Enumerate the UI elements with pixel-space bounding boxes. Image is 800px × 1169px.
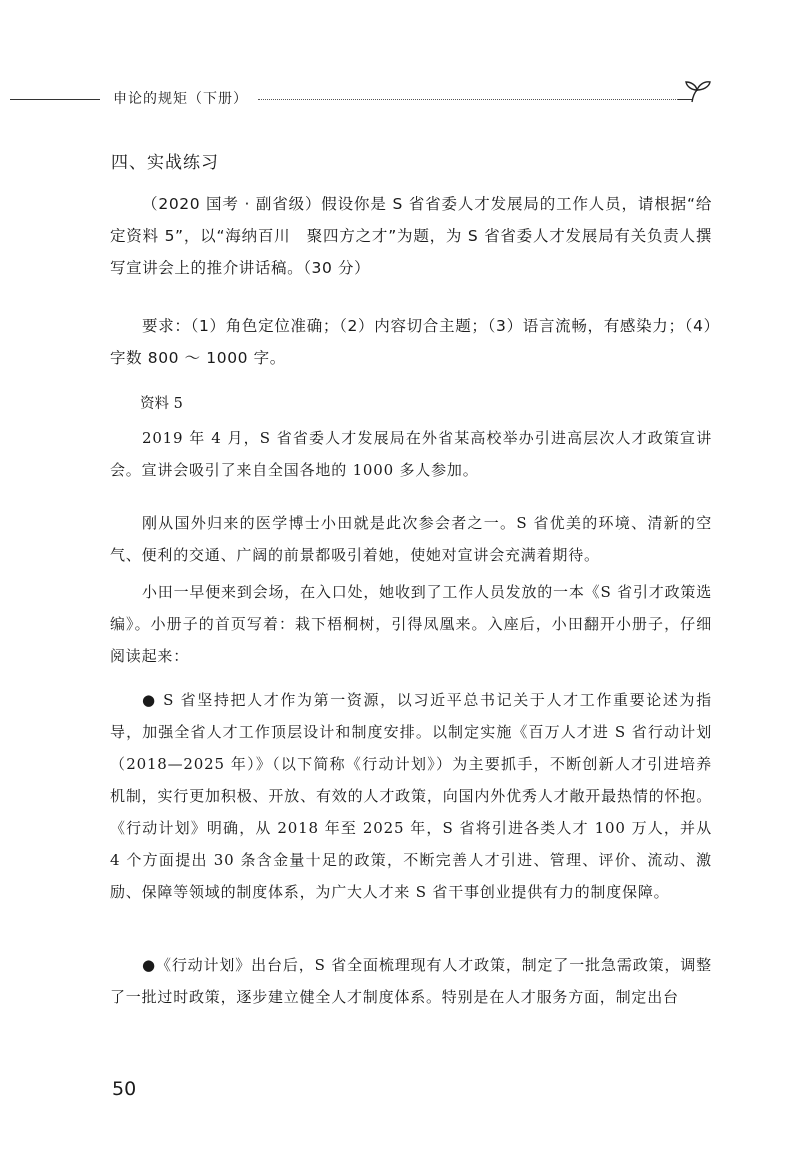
material-paragraph: 小田一早便来到会场，在入口处，她收到了工作人员发放的一本《S 省引才政策选编》。小册子的首页写着：栽下梧桐树，引得凤凰来。入座后，小田翻开小册子，仔细阅读起来： [110,583,712,665]
answer-requirements: 要求：（1）角色定位准确；（2）内容切合主题；（3）语言流畅，有感染力；（4）字数 800 ～ 1000 字。 [110,317,712,367]
page-number: 50 [112,1078,137,1100]
material-label: 资料 5 [140,396,183,412]
header-rule-dotted [258,99,678,100]
exam-question: （2020 国考 · 副省级）假设你是 S 省省委人才发展局的工作人员，请根据“给定资料 5”，以“海纳百川 聚四方之才”为题，为 S 省省委人才发展局有关负责人撰写宣讲会上的推介讲话稿。（30 分） [110,195,712,277]
header-rule-left [10,99,100,100]
material-paragraph: 刚从国外归来的医学博士小田就是此次参会者之一。S 省优美的环境、清新的空气、便利的交通、广阔的前景都吸引着她，使她对宣讲会充满着期待。 [110,514,712,564]
policy-bullet-paragraph: ● S 省坚持把人才作为第一资源，以习近平总书记关于人才工作重要论述为指导，加强全省人才工作顶层设计和制度安排。以制定实施《百万人才进 S 省行动计划（2018—2025 年）》（以下简称《行动计划》）为主要抓手，不断创新人才引进培养机制，实行更加积极、开放、有效的人才政策，向国内外优秀人才敞开最热情的怀抱。《行动计划》明确，从 2018 年至 2025 年，S 省将引进各类人才 100 万人，并从 4 个方面提出 30 条含金量十足的政策，不断完善人才引进、管理、评价、流动、激励、保障等领域的制度体系，为广大人才来 S 省干事创业提供有力的制度保障。 [110,691,712,901]
running-header-title: 申论的规矩（下册） [113,91,248,107]
policy-bullet-paragraph: ●《行动计划》出台后，S 省全面梳理现有人才政策，制定了一批急需政策，调整了一批过时政策，逐步建立健全人才制度体系。特别是在人才服务方面，制定出台 [110,956,712,1006]
section-title: 四、实战练习 [111,153,219,173]
material-paragraph: 2019 年 4 月，S 省省委人才发展局在外省某高校举办引进高层次人才政策宣讲会。宣讲会吸引了来自全国各地的 1000 多人参加。 [110,429,712,479]
sprout-icon [682,78,712,104]
